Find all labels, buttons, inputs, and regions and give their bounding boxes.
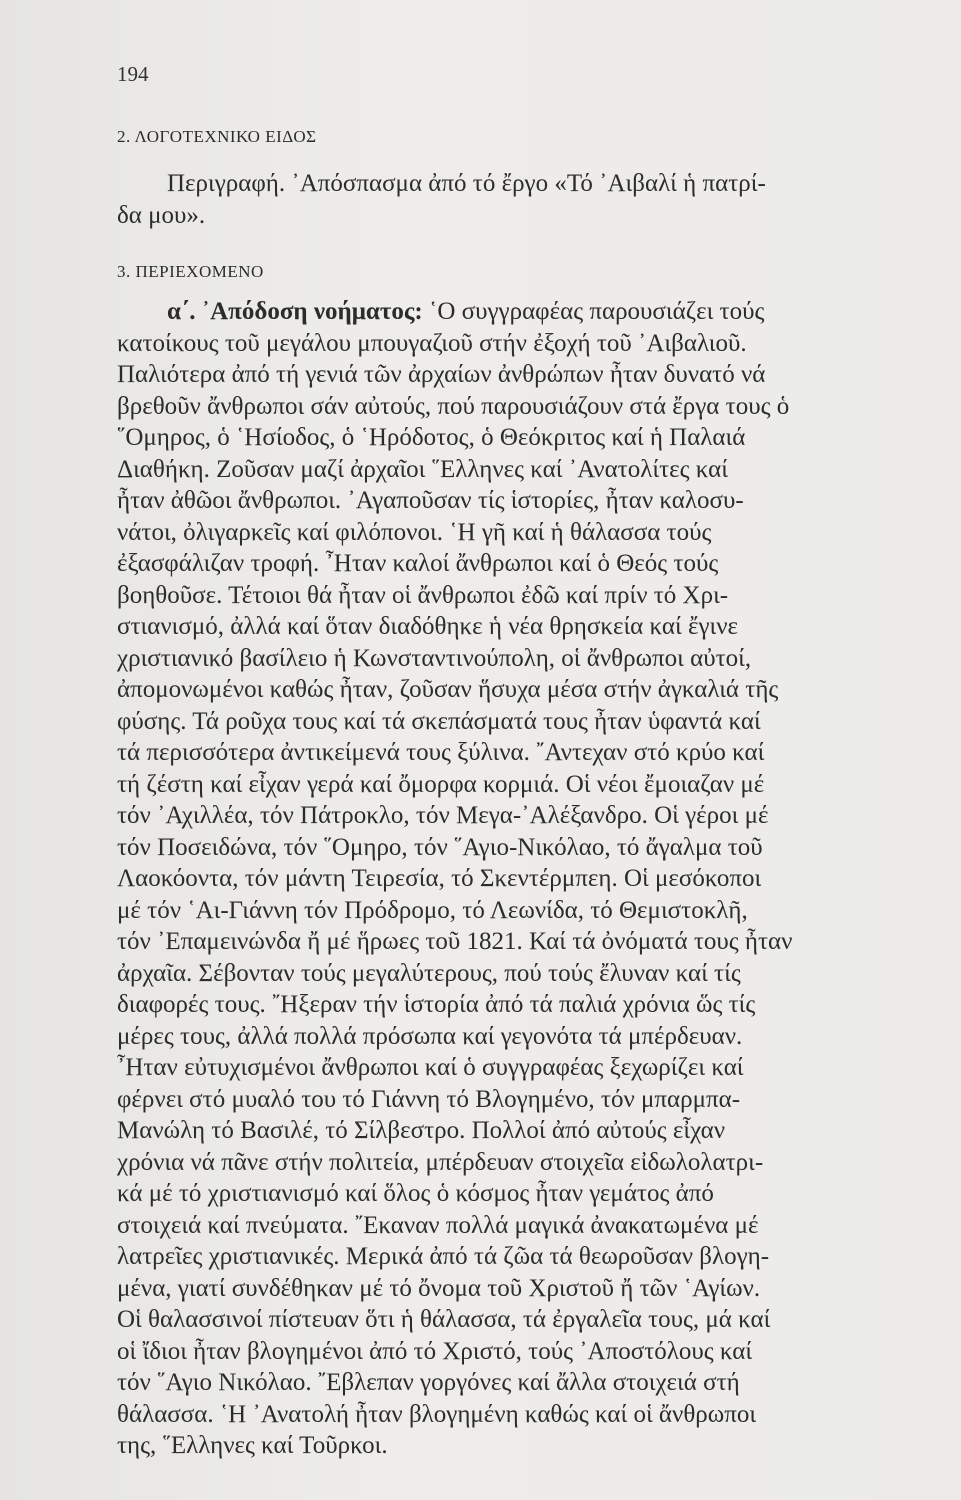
- paragraph-line: μένα, γιατί συνδέθηκαν μέ τό ὄνομα τοῦ Χριστοῦ ἤ τῶν ῾Αγίων.: [117, 1274, 761, 1302]
- paragraph-line: ἐξασφάλιζαν τροφή. ῏Ηταν καλοί ἄνθρωποι καί ὁ Θεός τούς: [117, 550, 719, 577]
- paragraph-line: ἀπομονωμένοι καθώς ἦταν, ζοῦσαν ἥσυχα μέσα στήν ἀγκαλιά τῆς: [117, 676, 779, 703]
- paragraph-line: ἦταν ἀθῶοι ἄνθρωποι. ᾿Αγαποῦσαν τίς ἱστορίες, ἦταν καλοσυ-: [117, 487, 744, 514]
- paragraph-line: τόν ῞Αγιο Νικόλαο. ῎Εβλεπαν γοργόνες καί ἄλλα στοιχειά στή: [117, 1369, 740, 1396]
- paragraph-line: κά μέ τό χριστιανισμό καί ὅλος ὁ κόσμος ἦταν γεμάτος ἀπό: [117, 1180, 714, 1207]
- paragraph-line: μέρες τους, ἀλλά πολλά πρόσωπα καί γεγονότα τά μπέρδευαν.: [117, 1022, 743, 1050]
- paragraph-line: φύσης. Τά ροῦχα τους καί τά σκεπάσματά τους ἦταν ὑφαντά καί: [117, 707, 761, 735]
- paragraph-line: νάτοι, ὀλιγαρκεῖς καί φιλόπονοι. ῾Η γῆ καί ἡ θάλασσα τούς: [117, 518, 712, 546]
- paragraph-line: τόν ᾿Αχιλλέα, τόν Πάτροκλο, τόν Μεγα-᾿Αλέξανδρο. Οἱ γέροι μέ: [117, 802, 769, 829]
- paragraph-line: δα μου».: [117, 201, 206, 229]
- paragraph-line: Παλιότερα ἀπό τή γενιά τῶν ἀρχαίων ἀνθρώπων ἦταν δυνατό νά: [117, 361, 766, 388]
- paragraph-line: Οἱ θαλασσινοί πίστευαν ὅτι ἡ θάλασσα, τά ἐργαλεῖα τους, μά καί: [117, 1306, 771, 1333]
- genre-description-paragraph: [117, 168, 917, 231]
- paragraph-line: χριστιανικό βασίλειο ἡ Κωνσταντινούπολη, οἱ ἄνθρωποι αὐτοί,: [117, 644, 752, 672]
- paragraph-line: τά περισσότερα ἀντικείμενά τους ξύλινα. ῎Αντεχαν στό κρύο καί: [117, 739, 765, 766]
- paragraph-line: διαφορές τους. ῎Ηξεραν τήν ἱστορία ἀπό τά παλιά χρόνια ὥς τίς: [117, 991, 756, 1018]
- paragraph-line: λατρεῖες χριστιανικές. Μερικά ἀπό τά ζῶα τά θεωροῦσαν βλογη-: [117, 1243, 770, 1270]
- page-number: 194: [117, 62, 149, 86]
- paragraph-line: Λαοκόοντα, τόν μάντη Τειρεσία, τό Σκεντέρμπεη. Οἱ μεσόκοποι: [117, 865, 762, 892]
- paragraph-line: Μανώλη τό Βασιλέ, τό Σίλβεστρο. Πολλοί ἀπό αὐτούς εἶχαν: [117, 1117, 726, 1144]
- paragraph-line: χρόνια νά πᾶνε στήν πολιτεία, μπέρδευαν στοιχεῖα εἰδωλολατρι-: [117, 1148, 764, 1176]
- section-heading-literary-genre: 2. ΛΟΓΟΤΕΧΝΙΚΟ ΕΙΔΟΣ: [117, 127, 317, 146]
- paragraph-line: θάλασσα. ῾Η ᾿Ανατολή ἦταν βλογημένη καθώς καί οἱ ἄνθρωποι: [117, 1400, 757, 1428]
- paragraph-line: φέρνει στό μυαλό του τό Γιάννη τό Βλογημένο, τόν μπαρμπα-: [117, 1085, 741, 1113]
- paragraph-lead-line: [117, 296, 917, 328]
- paragraph-line: τόν ᾿Επαμεινώνδα ἤ μέ ἥρωες τοῦ 1821. Καί τά ὀνόματά τους ἦταν: [117, 928, 793, 955]
- lead-text: ῾Ο συγγραφέας παρουσιάζει τούς: [422, 298, 765, 325]
- section-heading-content: 3. ΠΕΡΙΕΧΟΜΕΝΟ: [117, 262, 264, 281]
- paragraph-line: στοιχειά καί πνεύματα. ῎Εκαναν πολλά μαγικά ἀνακατωμένα μέ: [117, 1211, 759, 1239]
- paragraph-line: τόν Ποσειδώνα, τόν ῞Ομηρο, τόν ῞Αγιο-Νικόλαο, τό ἄγαλμα τοῦ: [117, 833, 763, 861]
- paragraph-line: Διαθήκη. Ζοῦσαν μαζί ἀρχαῖοι ῞Ελληνες καί ᾿Ανατολίτες καί: [117, 455, 728, 483]
- meaning-label: α΄. ᾿Απόδοση νοήματος:: [167, 298, 423, 325]
- paragraph-line: τή ζέστη καί εἶχαν γερά καί ὄμορφα κορμιά. Οἱ νέοι ἔμοιαζαν μέ: [117, 770, 765, 798]
- content-paragraph: [117, 296, 917, 1462]
- paragraph-line: ἀρχαῖα. Σέβονταν τούς μεγαλύτερους, πού τούς ἔλυναν καί τίς: [117, 959, 741, 987]
- paragraph-line: κατοίκους τοῦ μεγάλου μπουγαζιοῦ στήν ἐξοχή τοῦ ᾿Αιβαλιοῦ.: [117, 329, 747, 357]
- paragraph-line: ῏Ηταν εὐτυχισμένοι ἄνθρωποι καί ὁ συγγραφέας ξεχωρίζει καί: [117, 1054, 744, 1081]
- paragraph-line: της, ῞Ελληνες καί Τοῦρκοι.: [117, 1432, 388, 1459]
- paragraph-line: Περιγραφή. ᾿Απόσπασμα ἀπό τό ἔργο «Τό ᾿Αιβαλί ἡ πατρί-: [167, 170, 766, 197]
- paragraph-line: οἱ ἴδιοι ἦταν βλογημένοι ἀπό τό Χριστό, τούς ᾿Αποστόλους καί: [117, 1337, 753, 1365]
- paragraph-line: στιανισμό, ἀλλά καί ὅταν διαδόθηκε ἡ νέα θρησκεία καί ἔγινε: [117, 613, 739, 640]
- paragraph-line: μέ τόν ῾Αι-Γιάννη τόν Πρόδρομο, τό Λεωνίδα, τό Θεμιστοκλῆ,: [117, 896, 748, 924]
- paragraph-line: βοηθοῦσε. Τέτοιοι θά ἦταν οἱ ἄνθρωποι ἐδῶ καί πρίν τό Χρι-: [117, 581, 729, 609]
- paragraph-line: βρεθοῦν ἄνθρωποι σάν αὐτούς, πού παρουσιάζουν στά ἔργα τους ὁ: [117, 392, 790, 420]
- paragraph-line: ῞Ομηρος, ὁ ῾Ησίοδος, ὁ ῾Ηρόδοτος, ὁ Θεόκριτος καί ἡ Παλαιά: [117, 424, 746, 451]
